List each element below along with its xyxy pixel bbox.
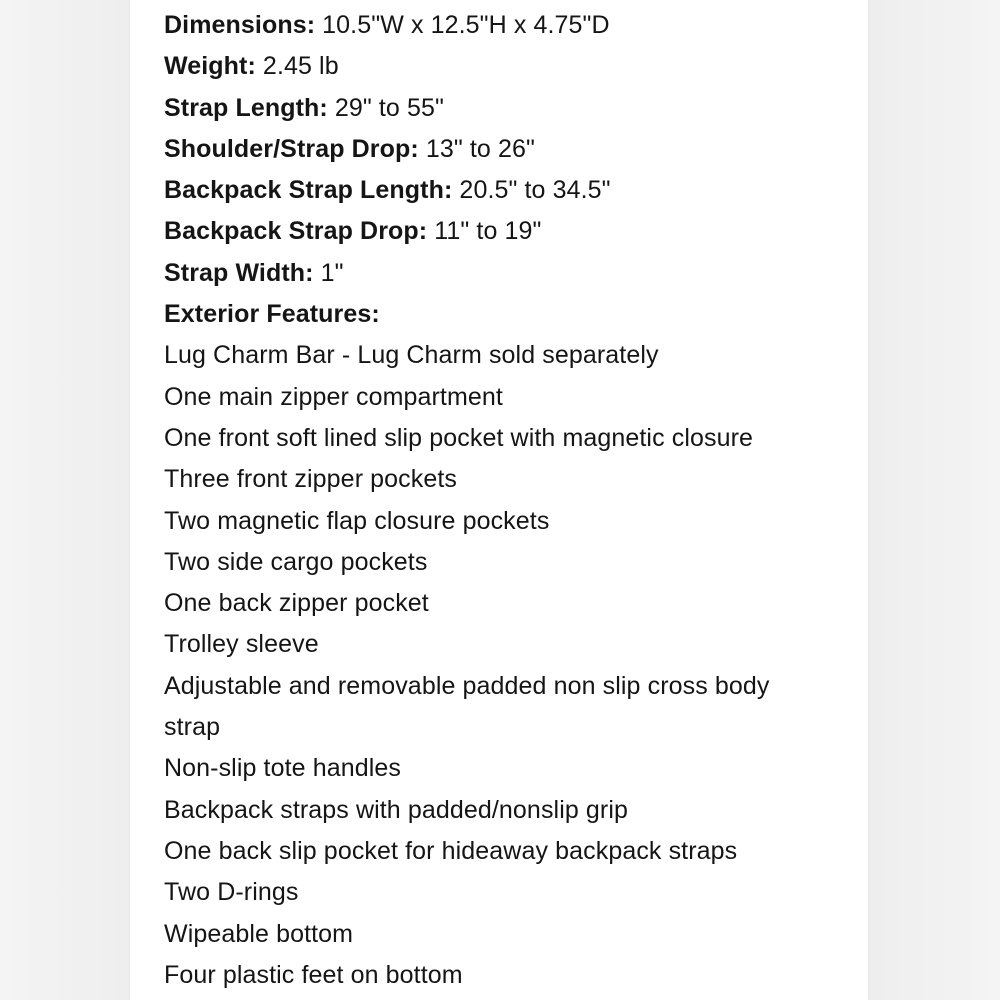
spec-list (164, 5, 864, 996)
feature-item: One front soft lined slip pocket with magnetic closure (164, 423, 754, 452)
spec-backpack-strap-drop (164, 211, 864, 252)
spec-label: Backpack Strap Drop: (164, 217, 428, 246)
feature-item: strap (164, 713, 221, 742)
feature-item: Two D-rings (164, 878, 299, 907)
feature-item: Adjustable and removable padded non slip cross body (164, 671, 770, 700)
spec-value: 20.5" to 34.5" (452, 176, 611, 205)
right-background (868, 0, 1000, 1000)
feature-item: Non-slip tote handles (164, 754, 401, 783)
spec-label: Strap Width: (164, 258, 314, 287)
feature-item: Four plastic feet on bottom (164, 960, 463, 989)
feature-item: Trolley sleeve (164, 630, 319, 659)
spec-dimensions (164, 5, 864, 46)
document-page (130, 0, 868, 1000)
spec-label: Backpack Strap Length: (164, 176, 453, 205)
spec-value: 13" to 26" (418, 134, 535, 163)
spec-value: 2.45 lb (255, 52, 339, 81)
spec-strap-width (164, 253, 864, 294)
spec-value: 29" to 55" (327, 93, 444, 122)
feature-item: Lug Charm Bar - Lug Charm sold separately (164, 341, 659, 370)
left-background (0, 0, 130, 1000)
spec-weight (164, 46, 864, 87)
spec-strap-length (164, 88, 864, 129)
feature-item: Two magnetic flap closure pockets (164, 506, 550, 535)
feature-item: One main zipper compartment (164, 382, 503, 411)
spec-value: 1" (313, 258, 344, 287)
feature-item: Three front zipper pockets (164, 465, 458, 494)
spec-label: Weight: (164, 52, 256, 81)
feature-item: Two side cargo pockets (164, 547, 428, 576)
feature-item: One back zipper pocket (164, 589, 429, 618)
spec-value: 10.5"W x 12.5"H x 4.75"D (315, 11, 610, 39)
spec-value: 11" to 19" (427, 217, 542, 246)
spec-label: Strap Length: (164, 93, 328, 122)
features-heading: Exterior Features: (164, 300, 380, 329)
feature-item: Wipeable bottom (164, 919, 354, 948)
spec-label: Shoulder/Strap Drop: (164, 134, 419, 163)
spec-shoulder-strap-drop (164, 129, 864, 170)
feature-item: Backpack straps with padded/nonslip grip (164, 795, 628, 824)
spec-backpack-strap-length (164, 170, 864, 211)
spec-label: Dimensions: (164, 11, 316, 39)
feature-item: One back slip pocket for hideaway backpack straps (164, 836, 738, 865)
